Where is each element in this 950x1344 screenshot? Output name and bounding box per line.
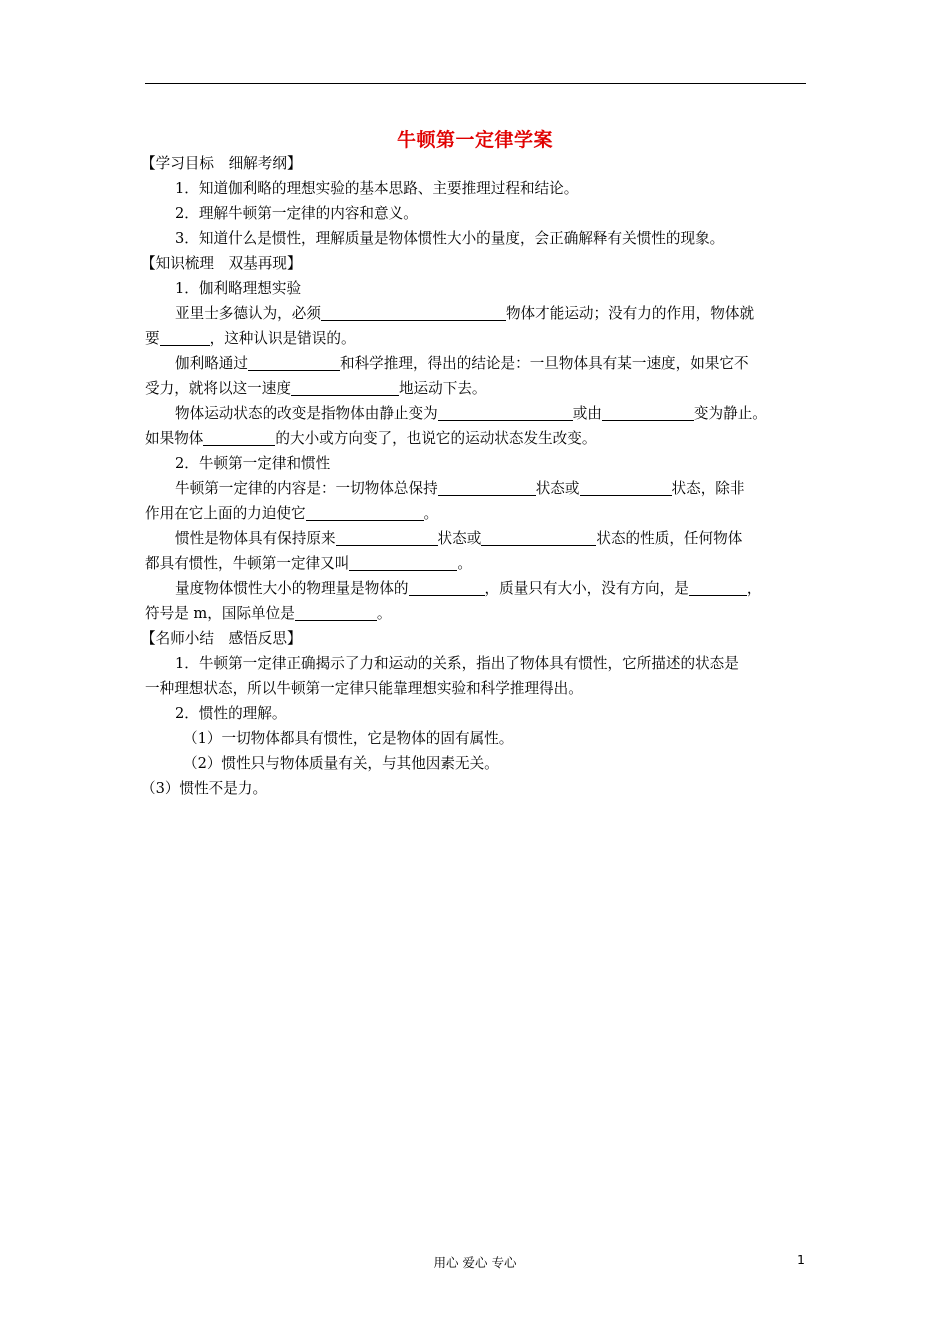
paragraph-inertia-line2 (145, 551, 810, 576)
paragraph-motion-state-line1 (145, 401, 810, 426)
objective-item: 1．知道伽利略的理想实验的基本思路、主要推理过程和结论。 (175, 180, 579, 197)
fill-blank[interactable] (291, 380, 399, 396)
text-segment: 牛顿第一定律的内容是：一切物体总保持 (175, 480, 438, 497)
section-heading-objectives: 【学习目标 细解考纲】 (141, 155, 302, 172)
fill-blank[interactable] (481, 530, 596, 546)
text-segment: 和科学推理，得出的结论是：一旦物体具有某一速度，如果它不 (339, 355, 749, 372)
document-body (141, 151, 810, 801)
section-heading-knowledge: 【知识梳理 双基再现】 (141, 255, 302, 272)
paragraph-inertia-line1 (145, 526, 810, 551)
summary-paragraph-line2: 一种理想状态，所以牛顿第一定律只能靠理想实验和科学推理得出。 (145, 680, 583, 697)
summary-paragraph-line1: 1．牛顿第一定律正确揭示了力和运动的关系，指出了物体具有惯性，它所描述的状态是 (175, 655, 739, 672)
header-rule (145, 83, 806, 84)
text-segment: 。 (423, 505, 439, 522)
fill-blank[interactable] (349, 555, 457, 571)
fill-blank[interactable] (160, 330, 210, 346)
section-heading-summary: 【名师小结 感悟反思】 (141, 630, 302, 647)
fill-blank[interactable] (321, 305, 506, 321)
paragraph-first-law-line1 (145, 476, 810, 501)
paragraph-aristotle-line2 (145, 326, 810, 351)
text-segment: 受力，就将以这一速度 (145, 380, 291, 397)
fill-blank[interactable] (689, 580, 747, 596)
fill-blank[interactable] (409, 580, 485, 596)
text-segment: 状态或 (437, 530, 482, 547)
paragraph-galileo-line2 (145, 376, 810, 401)
page-title: 牛顿第一定律学案 (396, 129, 553, 151)
summary-subitem: （1）一切物体都具有惯性，它是物体的固有属性。 (183, 730, 514, 747)
text-segment: 如果物体 (145, 430, 204, 447)
fill-blank[interactable] (438, 405, 573, 421)
text-segment: 。 (457, 555, 472, 572)
paragraph-galileo-line1 (145, 351, 810, 376)
text-segment: 惯性是物体具有保持原来 (175, 530, 336, 547)
text-segment: 变为静止。 (693, 405, 767, 422)
text-segment: 物体才能运动；没有力的作用，物体就 (505, 305, 755, 322)
summary-subitem: （2）惯性只与物体质量有关，与其他因素无关。 (183, 755, 499, 772)
summary-item-inertia: 2．惯性的理解。 (175, 705, 287, 722)
text-segment: 地运动下去。 (398, 380, 487, 397)
text-segment: 要 (145, 330, 160, 347)
subheading-galileo: 1．伽利略理想实验 (175, 280, 302, 297)
text-segment: 都具有惯性，牛顿第一定律又叫 (145, 555, 350, 572)
text-segment: 物体运动状态的改变是指物体由静止变为 (175, 405, 438, 422)
text-segment: 量度物体惯性大小的物理量是物体的 (175, 580, 409, 597)
objective-item: 3．知道什么是惯性，理解质量是物体惯性大小的量度，会正确解释有关惯性的现象。 (175, 230, 725, 247)
fill-blank[interactable] (580, 480, 672, 496)
subheading-newton-inertia: 2．牛顿第一定律和惯性 (175, 455, 331, 472)
footer-motto: 用心 爱心 专心 (433, 1255, 517, 1270)
text-segment: ，质量只有大小，没有方向，是 (484, 580, 689, 597)
objective-item: 2．理解牛顿第一定律的内容和意义。 (175, 205, 418, 222)
fill-blank[interactable] (203, 430, 275, 446)
fill-blank[interactable] (438, 480, 536, 496)
text-segment: 的大小或方向变了，也说它的运动状态发生改变。 (275, 430, 597, 447)
text-segment: 状态的性质，任何物体 (596, 530, 743, 547)
text-segment: ， (746, 580, 762, 597)
paragraph-mass-line1 (145, 576, 810, 601)
text-segment: 伽利略通过 (175, 355, 248, 372)
text-segment: 亚里士多德认为，必须 (175, 305, 321, 322)
text-segment: 状态，除非 (671, 480, 745, 497)
paragraph-motion-state-line2 (145, 426, 810, 451)
text-segment: 符号是 m，国际单位是 (145, 605, 295, 622)
text-segment: 作用在它上面的力迫使它 (145, 505, 306, 522)
fill-blank[interactable] (336, 530, 438, 546)
paragraph-mass-line2 (145, 601, 810, 626)
text-segment: 。 (376, 605, 392, 622)
summary-subitem: （3）惯性不是力。 (141, 780, 268, 797)
text-segment: 状态或 (535, 480, 580, 497)
paragraph-first-law-line2 (145, 501, 810, 526)
fill-blank[interactable] (306, 505, 424, 521)
paragraph-aristotle-line1 (145, 301, 810, 326)
text-segment: ，这种认识是错误的。 (209, 330, 356, 347)
fill-blank[interactable] (295, 605, 377, 621)
fill-blank[interactable] (602, 405, 694, 421)
text-segment: 或由 (572, 405, 602, 422)
fill-blank[interactable] (248, 355, 340, 371)
page-number: 1 (797, 1252, 805, 1267)
